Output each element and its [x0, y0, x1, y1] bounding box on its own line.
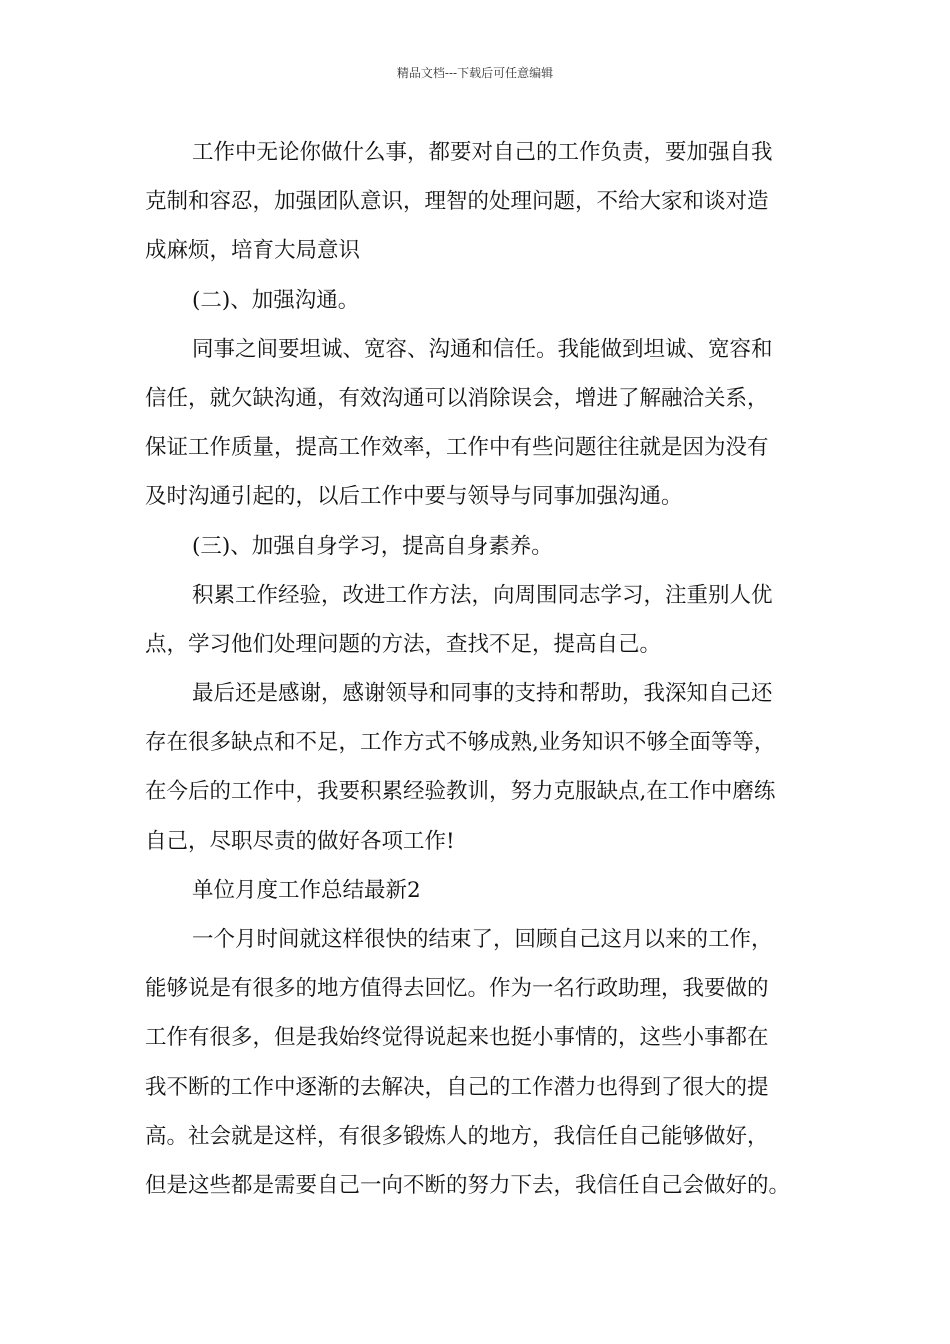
text-line: 积累工作经验，改进工作方法，向周围同志学习，注重别人优	[192, 582, 773, 608]
document-body	[145, 128, 821, 1210]
text-line: 最后还是感谢，感谢领导和同事的支持和帮助，我深知自己还	[192, 681, 773, 707]
text-line: 在今后的工作中，我要积累经验教训，努力克服缺点,在工作中磨练	[145, 779, 776, 805]
text-line: 保证工作质量，提高工作效率，工作中有些问题往往就是因为没有	[145, 435, 769, 461]
text-line: 成麻烦，培育大局意识	[145, 238, 361, 264]
text-line: 存在很多缺点和不足，工作方式不够成熟,业务知识不够全面等等，	[145, 730, 776, 756]
text-line: 自己，尽职尽责的做好各项工作!	[145, 828, 455, 854]
section-heading: (三)、加强自身学习，提高自身素养。	[192, 533, 553, 559]
text-line: 工作中无论你做什么事，都要对自己的工作负责，要加强自我	[192, 140, 773, 165]
text-line: 一个月时间就这样很快的结束了，回顾自己这月以来的工作，	[192, 927, 773, 952]
text-line: 我不断的工作中逐渐的去解决，自己的工作潜力也得到了很大的提	[145, 1074, 769, 1100]
text-line: 工作有很多，但是我始终觉得说起来也挺小事情的，这些小事都在	[145, 1025, 769, 1051]
text-line: 点，学习他们处理问题的方法，查找不足，提高自己。	[145, 631, 662, 657]
text-line: 但是这些都是需要自己一向不断的努力下去，我信任自己会做好的。	[145, 1172, 791, 1198]
text-line: 能够说是有很多的地方值得去回忆。作为一名行政助理，我要做的	[145, 976, 769, 1002]
section-title: 单位月度工作总结最新2	[192, 877, 421, 903]
text-line: 同事之间要坦诚、宽容、沟通和信任。我能做到坦诚、宽容和	[192, 336, 773, 362]
page-header: 精品文档---下载后可任意编辑	[396, 66, 554, 80]
text-line: 信任，就欠缺沟通，有效沟通可以消除误会，增进了解融洽关系，	[145, 385, 769, 411]
section-heading: (二)、加强沟通。	[192, 287, 360, 313]
text-line: 克制和容忍，加强团队意识，理智的处理问题，不给大家和谈对造	[145, 189, 769, 215]
text-line: 高。社会就是这样，有很多锻炼人的地方，我信任自己能够做好，	[145, 1123, 769, 1149]
text-line: 及时沟通引起的，以后工作中要与领导与同事加强沟通。	[145, 484, 683, 510]
